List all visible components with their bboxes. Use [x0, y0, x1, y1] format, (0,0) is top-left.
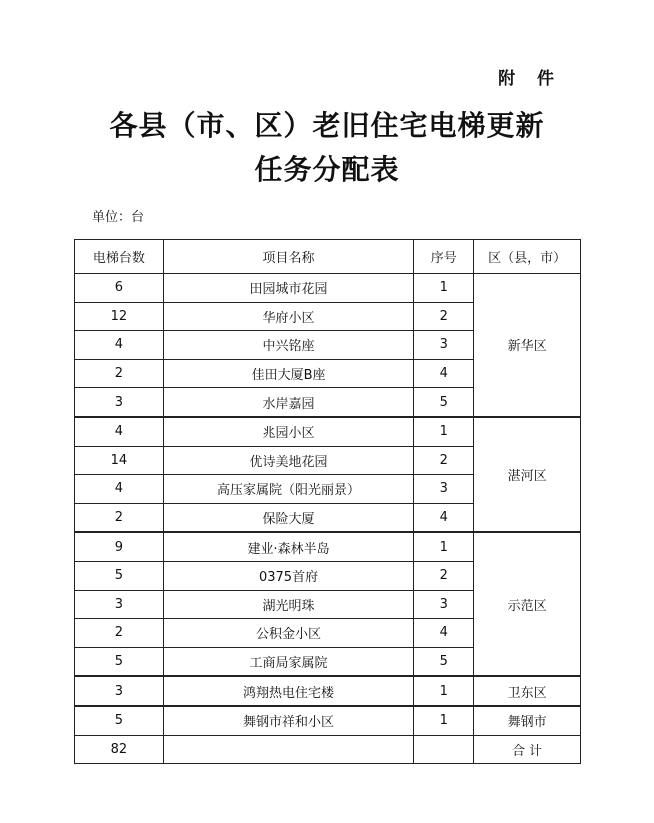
- cell-count: 4: [75, 331, 164, 360]
- cell-project-name: 兆园小区: [163, 417, 413, 446]
- cell-project-name: 优诗美地花园: [163, 446, 413, 475]
- cell-seq: 1: [414, 417, 474, 446]
- cell-count: 4: [75, 475, 164, 504]
- cell-count: 5: [75, 647, 164, 676]
- cell-seq: 4: [414, 619, 474, 648]
- cell-seq: 1: [414, 274, 474, 303]
- cell-district: 卫东区: [474, 676, 581, 706]
- cell-project-name: 华府小区: [163, 302, 413, 331]
- cell-district: 新华区: [474, 274, 581, 417]
- cell-count: 3: [75, 590, 164, 619]
- table-row: [75, 417, 581, 446]
- table-header-row: [75, 240, 581, 274]
- cell-project-name: 舞钢市祥和小区: [163, 706, 413, 735]
- header-seq: 序号: [414, 240, 474, 274]
- cell-count: 5: [75, 706, 164, 735]
- table-row: [75, 532, 581, 561]
- cell-project-name: 高压家属院（阳光丽景）: [163, 475, 413, 504]
- cell-project-name: 水岸嘉园: [163, 388, 413, 417]
- cell-count: 9: [75, 532, 164, 561]
- table-body: [75, 274, 581, 764]
- cell-count: 3: [75, 676, 164, 706]
- cell-district: 舞钢市: [474, 706, 581, 735]
- header-count: 电梯台数: [75, 240, 164, 274]
- cell-project-name: 公积金小区: [163, 619, 413, 648]
- cell-seq: 4: [414, 503, 474, 532]
- cell-count: 14: [75, 446, 164, 475]
- header-district: 区（县，市）: [474, 240, 581, 274]
- cell-seq: 1: [414, 532, 474, 561]
- cell-seq: 1: [414, 676, 474, 706]
- cell-seq: 3: [414, 475, 474, 504]
- total-count: 82: [75, 735, 164, 764]
- annex-label: 附 件: [498, 69, 562, 89]
- cell-project-name: 建业·森林半岛: [163, 532, 413, 561]
- cell-seq: 2: [414, 302, 474, 331]
- total-empty-seq: [414, 735, 474, 764]
- cell-count: 4: [75, 417, 164, 446]
- cell-seq: 3: [414, 331, 474, 360]
- cell-count: 3: [75, 388, 164, 417]
- cell-seq: 2: [414, 561, 474, 590]
- total-label: 合 计: [474, 735, 581, 764]
- header-name: 项目名称: [163, 240, 413, 274]
- cell-count: 2: [75, 359, 164, 388]
- table-row: [75, 676, 581, 706]
- table-total-row: [75, 735, 581, 764]
- cell-project-name: 湖光明珠: [163, 590, 413, 619]
- cell-count: 6: [75, 274, 164, 303]
- cell-count: 12: [75, 302, 164, 331]
- cell-seq: 2: [414, 446, 474, 475]
- document-title-line-1: 各县（市、区）老旧住宅电梯更新: [109, 109, 545, 142]
- unit-label: 单位：台: [91, 210, 144, 225]
- task-allocation-table: [74, 239, 581, 764]
- cell-project-name: 0375首府: [163, 561, 413, 590]
- cell-seq: 5: [414, 388, 474, 417]
- cell-seq: 3: [414, 590, 474, 619]
- cell-count: 5: [75, 561, 164, 590]
- cell-count: 2: [75, 619, 164, 648]
- cell-project-name: 工商局家属院: [163, 647, 413, 676]
- cell-seq: 5: [414, 647, 474, 676]
- document-title-line-2: 任务分配表: [254, 153, 400, 186]
- cell-district: 湛河区: [474, 417, 581, 532]
- cell-project-name: 佳田大厦B座: [163, 359, 413, 388]
- cell-project-name: 保险大厦: [163, 503, 413, 532]
- cell-count: 2: [75, 503, 164, 532]
- cell-project-name: 鸿翔热电住宅楼: [163, 676, 413, 706]
- cell-seq: 1: [414, 706, 474, 735]
- cell-seq: 4: [414, 359, 474, 388]
- cell-district: 示范区: [474, 532, 581, 676]
- total-empty-name: [163, 735, 413, 764]
- cell-project-name: 中兴铭座: [163, 331, 413, 360]
- table-row: [75, 706, 581, 735]
- cell-project-name: 田园城市花园: [163, 274, 413, 303]
- table-row: [75, 274, 581, 303]
